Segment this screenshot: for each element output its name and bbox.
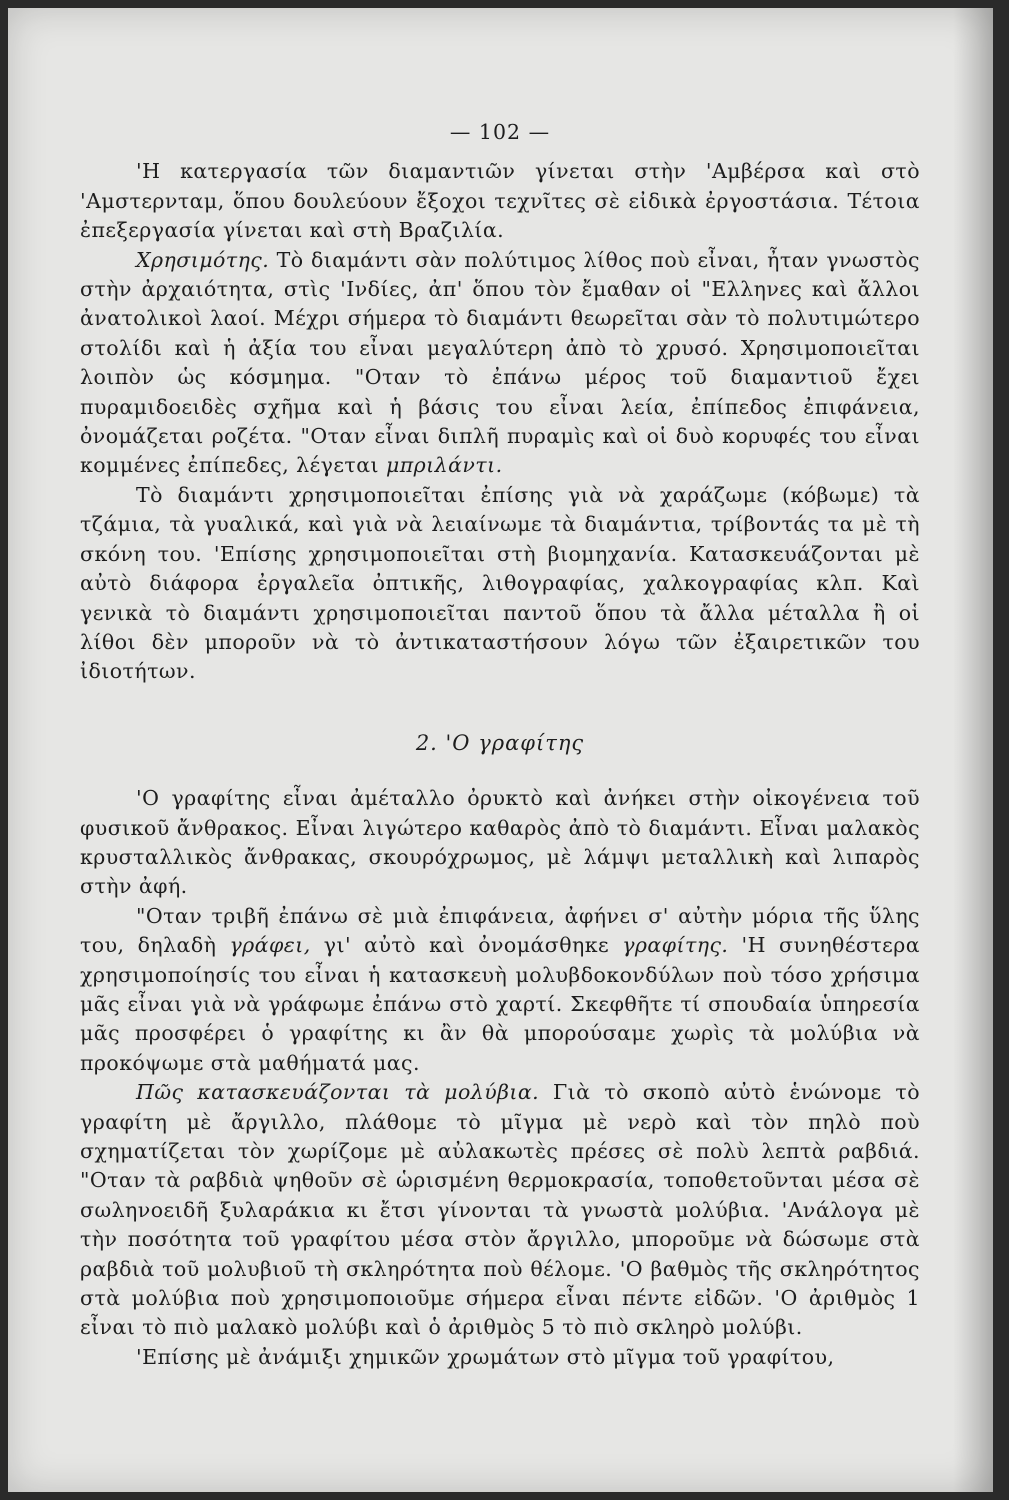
pencil-making-heading: Πῶς κατασκευάζονται τὰ μολύβια.	[136, 1080, 540, 1105]
paragraph-processing: 'Η κατεργασία τῶν διαμαντιῶν γίνεται στὴν 'Αμβέρσα καὶ στὸ 'Αμστερνταμ, ὅπου δουλεύουν ἔξοχοι τεχνῖτες σὲ εἰδικὰ ἐργοστάσια. Τέτοια ἐπεξεργασία γίνεται καὶ στὴ Βραζιλία.	[80, 159, 920, 243]
graphite-writing-text-b: γι' αὐτὸ καὶ ὀνομάσθηκε	[310, 933, 623, 958]
page-number: — 102 —	[449, 120, 551, 144]
usefulness-heading: Χρησιμότης.	[136, 247, 270, 272]
term-brilliant: μπριλάντι.	[385, 453, 503, 478]
paragraph-industrial-use: Τὸ διαμάντι χρησιμοποιεῖται ἐπίσης γιὰ νὰ χαράζωμε (κόβωμε) τὰ τζάμια, τὰ γυαλικά, καὶ γιὰ νὰ λειαίνωμε τὰ διαμάντια, τρίβοντάς τα μὲ τὴ σκόνη του. 'Επίσης χρησιμοποιεῖται στὴ βιομηχανία. Κατασκευάζονται μὲ αὐτὸ διάφορα ἐργαλεῖα ὀπτικῆς, λιθογραφίας, χαλκογραφίας κλπ. Καὶ γενικὰ τὸ διαμάντι χρησιμοποιεῖται παντοῦ ὅπου τὰ ἄλλα μέταλλα ἢ οἱ λίθοι δὲν μποροῦν νὰ τὸ ἀντικαταστήσουν λόγω τῶν ἐξαιρετικῶν του ἰδιοτήτων.	[80, 482, 920, 684]
usefulness-text: Τὸ διαμάντι σὰν πολύτιμος λίθος ποὺ εἶναι, ἦταν γνωστὸς στὴν ἀρχαιότητα, στὶς 'Ινδίες, ἀπ' ὅπου τὸν ἔμαθαν οἱ "Ελληνες καὶ ἄλλοι ἀνατολικοὶ λαοί. Μέχρι σήμερα τὸ διαμάντι θεωρεῖται σὰν τὸ πολυτιμώτερο στολίδι καὶ ἡ ἀξία του εἶναι μεγαλύτερη ἀπὸ τὸ χρυσό. Χρησιμοποιεῖται λοιπὸν ὡς κόσμημα. "Οταν τὸ ἐπάνω μέρος τοῦ διαμαντιοῦ ἔχει πυραμιδοειδὲς σχῆμα καὶ ἡ βάσις του εἶναι λεία, ἐπίπεδος ἐπιφάνεια, ὀνομάζεται ροζέτα. "Οταν εἶναι διπλῆ πυραμὶς καὶ οἱ δυὸ κορυφές του εἶναι κομμένες ἐπίπεδες, λέγεται	[80, 247, 920, 478]
paragraph-graphite-writing	[80, 902, 920, 1078]
book-page	[8, 8, 993, 1492]
paragraph-pencil-making	[80, 1078, 920, 1343]
graphite-writing-text-c: 'Η συνηθέστερα χρησιμοποίησίς του εἶναι ἡ κατασκευὴ μολυβδοκονδύλων ποὺ τόσο χρήσιμα μᾶς εἶναι γιὰ νὰ γράφωμε ἐπάνω στὸ χαρτί. Σκεφθῆτε τί σπουδαία ὑπηρεσία μᾶς προσφέρει ὁ γραφίτης κι ἂν θὰ μπορούσαμε χωρὶς τὰ μολύβια νὰ προκόψωμε στὰ μαθήματά μας.	[80, 933, 920, 1075]
paragraph-usefulness	[80, 246, 920, 481]
page-content	[80, 118, 920, 1372]
section-title-graphite: 2. 'Ο γραφίτης	[415, 730, 585, 755]
pencil-making-text: Γιὰ τὸ σκοπὸ αὐτὸ ἑνώνομε τὸ γραφίτη μὲ ἄργιλλο, πλάθομε τὸ μῖγμα μὲ νερὸ καὶ τὸν πηλὸ ποὺ σχηματίζεται τὸν χωρίζομε μὲ αὐλακωτὲς πρέσες σὲ πολὺ λεπτὰ ραβδιά. "Οταν τὰ ραβδιὰ ψηθοῦν σὲ ὡρισμένη θερμοκρασία, τοποθετοῦνται μέσα σὲ σωληνοειδῆ ξυλαράκια κι ἔτσι γίνονται τὰ γνωστὰ μολύβια. 'Ανάλογα μὲ τὴν ποσότητα τοῦ γραφίτου μέσα στὸν ἄργιλλο, μποροῦμε νὰ δώσωμε στὰ ραβδιὰ τοῦ μολυβιοῦ τὴ σκληρότητα ποὺ θέλομε. 'Ο βαθμὸς τῆς σκληρότητος στὰ μολύβια ποὺ χρησιμοποιοῦμε σήμερα εἶναι πέντε εἰδῶν. 'Ο ἀριθμὸς 1 εἶναι τὸ πιὸ μαλακὸ μολύβι καὶ ὁ ἀριθμὸς 5 τὸ πιὸ σκληρὸ μολύβι.	[80, 1080, 920, 1340]
paragraph-colored-pencils: 'Επίσης μὲ ἀνάμιξι χημικῶν χρωμάτων στὸ μῖγμα τοῦ γραφίτου,	[136, 1344, 835, 1369]
paragraph-graphite-intro: 'Ο γραφίτης εἶναι ἀμέταλλο ὀρυκτὸ καὶ ἀνήκει στὴν οἰκογένεια τοῦ φυσικοῦ ἄνθρακος. Εἶναι λιγώτερο καθαρὸς ἀπὸ τὸ διαμάντι. Εἶναι μαλακὸς κρυσταλλικὸς ἄνθρακας, σκουρόχρωμος, μὲ λάμψι μεταλλικὴ καὶ λιπαρὸς στὴν ἀφή.	[80, 786, 920, 899]
term-writes: γράφει,	[229, 933, 311, 958]
term-graphite: γραφίτης.	[622, 933, 729, 958]
graphite-writing-text-a: "Οταν τριβῆ ἐπάνω σὲ μιὰ ἐπιφάνεια, ἀφήνει σ' αὐτὴν μόρια τῆς ὕλης του, δηλαδὴ	[80, 903, 920, 958]
page-edge-shadow	[953, 8, 993, 1492]
